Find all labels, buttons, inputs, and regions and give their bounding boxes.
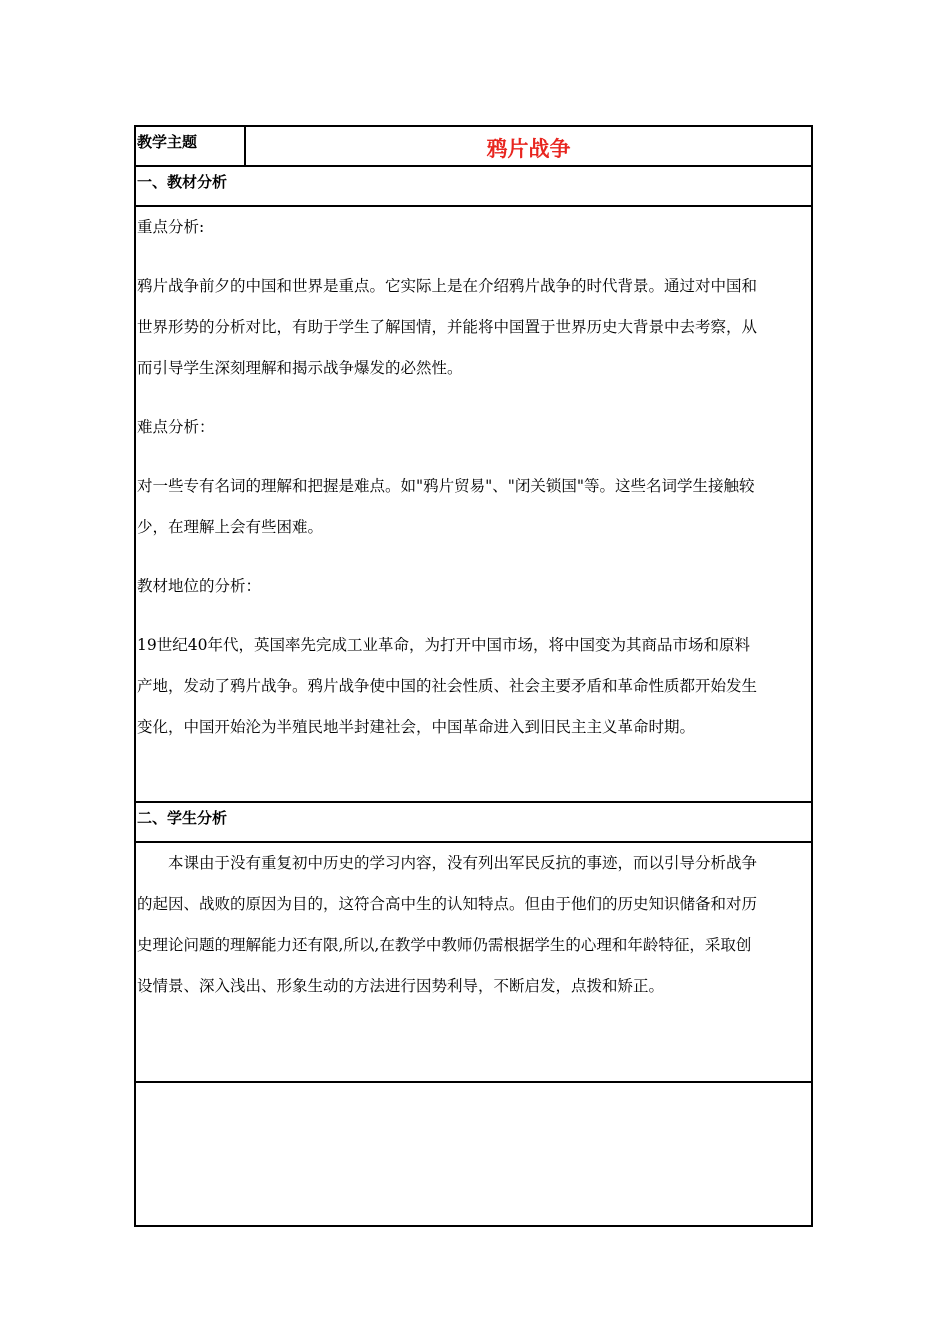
position-line: 19世纪40年代，英国率先完成工业革命，为打开中国市场，将中国变为其商品市场和原料 <box>137 636 750 654</box>
position-line: 产地，发动了鸦片战争。鸦片战争使中国的社会性质、社会主要矛盾和革命性质都开始发生 <box>137 677 758 695</box>
materials-analysis-cell <box>136 207 811 803</box>
empty-cell <box>136 1083 811 1225</box>
focus-line: 世界形势的分析对比，有助于学生了解国情，并能将中国置于世界历史大背景中去考察，从 <box>137 318 758 336</box>
student-line: 设情景、深入浅出、形象生动的方法进行因势利导，不断启发，点拨和矫正。 <box>137 977 665 995</box>
focus-line: 而引导学生深刻理解和揭示战争爆发的必然性。 <box>137 359 463 377</box>
difficulty-line: 对一些专有名词的理解和把握是难点。如"鸦片贸易"、"闭关锁国"等。这些名词学生接触较 <box>137 477 755 495</box>
topic-title: 鸦片战争 <box>486 137 571 161</box>
topic-label: 教学主题 <box>136 127 246 165</box>
title-row <box>136 127 811 167</box>
position-label: 教材地位的分析： <box>137 577 262 595</box>
student-analysis-cell <box>136 843 811 1083</box>
focus-label: 重点分析: <box>137 218 205 236</box>
student-line: 的起因、战败的原因为目的，这符合高中生的认知特点。但由于他们的历史知识储备和对历 <box>137 895 758 913</box>
section-heading-materials: 一、教材分析 <box>136 167 811 207</box>
student-line: 史理论问题的理解能力还有限,所以,在教学中教师仍需根据学生的心理和年龄特征，采取创 <box>137 936 752 954</box>
difficulty-label: 难点分析： <box>137 418 215 436</box>
section-heading-students: 二、学生分析 <box>136 803 811 843</box>
focus-line: 鸦片战争前夕的中国和世界是重点。它实际上是在介绍鸦片战争的时代背景。通过对中国和 <box>137 277 758 295</box>
student-line: 本课由于没有重复初中历史的学习内容，没有列出军民反抗的事迹，而以引导分析战争 <box>168 854 758 872</box>
lesson-plan-table <box>134 125 813 1227</box>
difficulty-line: 少，在理解上会有些困难。 <box>137 518 324 536</box>
position-line: 变化，中国开始沦为半殖民地半封建社会，中国革命进入到旧民主主义革命时期。 <box>137 718 696 736</box>
